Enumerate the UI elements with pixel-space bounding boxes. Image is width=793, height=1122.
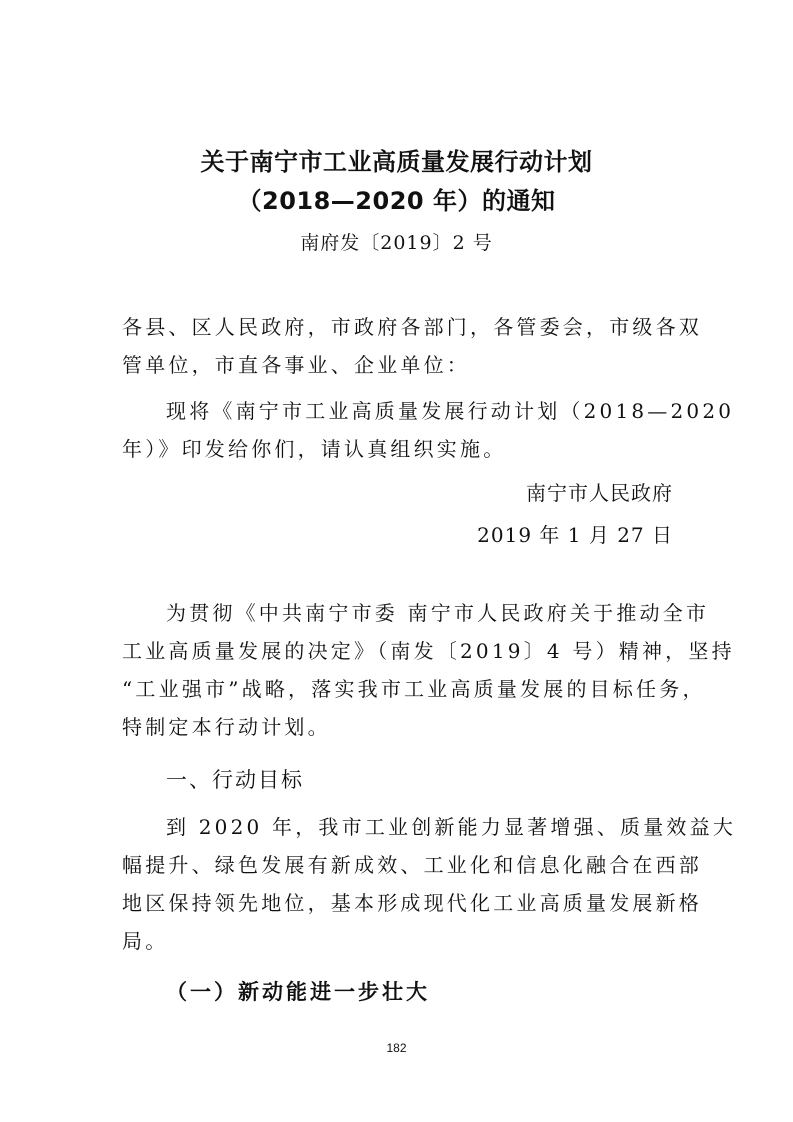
goals-line: 到 2020 年，我市工业创新能力显著增强、质量效益大 xyxy=(166,815,737,839)
goals-paragraph xyxy=(122,808,737,960)
notice-line: 现将《南宁市工业高质量发展行动计划（2018—2020 xyxy=(166,399,735,423)
section-heading-goals: 一、行动目标 xyxy=(166,768,304,792)
intro-line: 为贯彻《中共南宁市委 南宁市人民政府关于推动全市 xyxy=(166,601,710,625)
intro-line: 特制定本行动计划。 xyxy=(122,715,331,739)
goals-line: 局。 xyxy=(122,929,169,953)
subsection-heading-new-momentum: （一）新动能进一步壮大 xyxy=(166,979,430,1004)
page-number: 182 xyxy=(386,1041,407,1055)
goals-line: 幅提升、绿色发展有新成效、工业化和信息化融合在西部 xyxy=(122,853,702,877)
intro-line: “工业强市”战略，落实我市工业高质量发展的目标任务， xyxy=(122,677,706,701)
intro-paragraph xyxy=(122,594,735,746)
notice-paragraph xyxy=(122,392,735,468)
issue-date: 2019 年 1 月 27 日 xyxy=(477,523,673,547)
document-title-line-1: 关于南宁市工业高质量发展行动计划 xyxy=(200,148,593,176)
notice-line: 年）》印发给你们，请认真组织实施。 xyxy=(122,437,507,461)
document-title-line-2: （2018—2020 年）的通知 xyxy=(237,187,556,215)
goals-line: 地区保持领先地位，基本形成现代化工业高质量发展新格 xyxy=(122,891,702,915)
addressee-paragraph xyxy=(122,308,702,384)
addressee-line: 管单位，市直各事业、企业单位： xyxy=(122,353,470,377)
issuer-signature: 南宁市人民政府 xyxy=(526,481,673,505)
document-number: 南府发〔2019〕2 号 xyxy=(300,232,493,254)
addressee-line: 各县、区人民政府，市政府各部门，各管委会，市级各双 xyxy=(122,315,702,339)
intro-line: 工业高质量发展的决定》（南发〔2019〕4 号）精神，坚持 xyxy=(122,639,735,663)
